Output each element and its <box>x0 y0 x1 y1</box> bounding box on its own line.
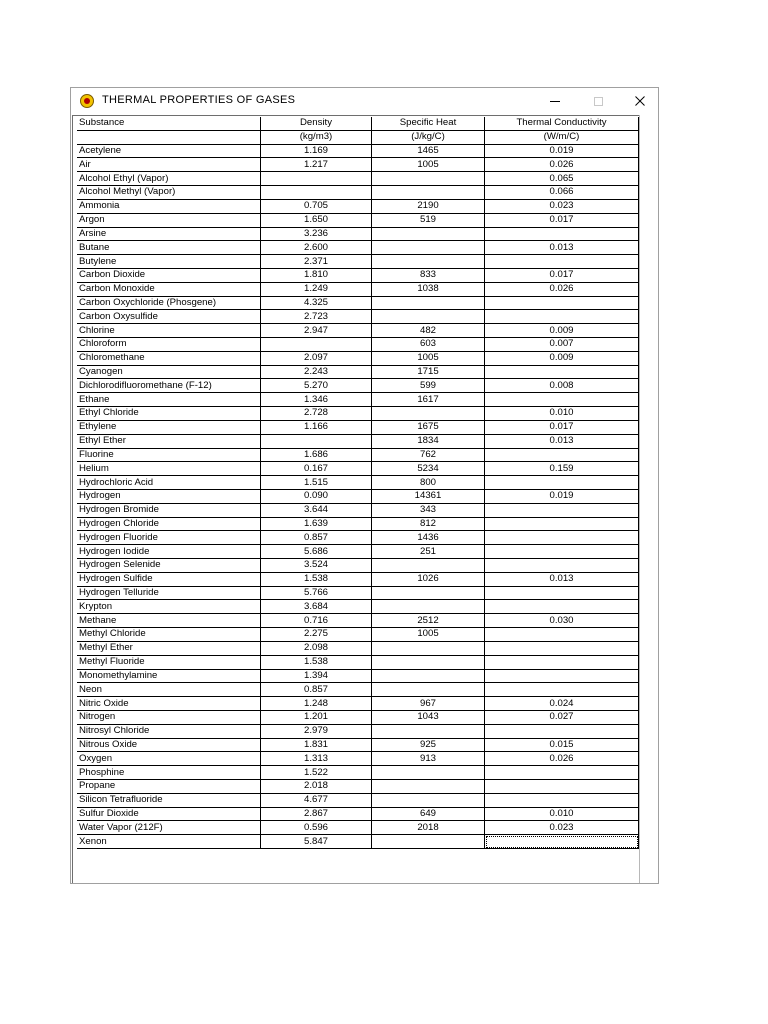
cell-density[interactable]: 0.596 <box>261 821 372 835</box>
table-row[interactable] <box>77 752 639 766</box>
cell-density[interactable]: 4.677 <box>261 793 372 807</box>
cell-specific-heat[interactable]: 913 <box>372 752 485 766</box>
cell-thermal-conductivity[interactable]: 0.027 <box>485 710 639 724</box>
cell-specific-heat[interactable]: 2512 <box>372 614 485 628</box>
cell-density[interactable]: 2.097 <box>261 351 372 365</box>
cell-thermal-conductivity[interactable] <box>485 517 639 531</box>
table-row[interactable] <box>77 282 639 296</box>
cell-thermal-conductivity[interactable] <box>485 600 639 614</box>
table-row[interactable] <box>77 766 639 780</box>
cell-thermal-conductivity[interactable] <box>485 586 639 600</box>
cell-specific-heat[interactable]: 1617 <box>372 393 485 407</box>
cell-specific-heat[interactable] <box>372 600 485 614</box>
header-specific-heat[interactable]: (J/kg/C) <box>372 130 485 144</box>
cell-substance[interactable]: Acetylene <box>77 144 261 158</box>
table-row[interactable] <box>77 614 639 628</box>
cell-substance[interactable]: Carbon Dioxide <box>77 268 261 282</box>
table-row[interactable] <box>77 227 639 241</box>
cell-density[interactable]: 1.394 <box>261 669 372 683</box>
table-row[interactable] <box>77 655 639 669</box>
cell-thermal-conductivity[interactable] <box>485 393 639 407</box>
cell-thermal-conductivity[interactable]: 0.065 <box>485 172 639 186</box>
cell-thermal-conductivity[interactable] <box>485 310 639 324</box>
cell-specific-heat[interactable] <box>372 669 485 683</box>
cell-thermal-conductivity[interactable] <box>485 655 639 669</box>
cell-specific-heat[interactable] <box>372 172 485 186</box>
title-bar[interactable] <box>71 88 658 114</box>
cell-thermal-conductivity[interactable]: 0.026 <box>485 158 639 172</box>
cell-specific-heat[interactable]: 1715 <box>372 365 485 379</box>
table-row[interactable] <box>77 503 639 517</box>
cell-substance[interactable]: Phosphine <box>77 766 261 780</box>
cell-thermal-conductivity[interactable] <box>485 531 639 545</box>
cell-specific-heat[interactable]: 2018 <box>372 821 485 835</box>
cell-substance[interactable]: Xenon <box>77 835 261 849</box>
cell-thermal-conductivity[interactable]: 0.159 <box>485 462 639 476</box>
cell-thermal-conductivity[interactable] <box>485 476 639 490</box>
table-row[interactable] <box>77 724 639 738</box>
cell-substance[interactable]: Hydrogen Fluoride <box>77 531 261 545</box>
table-row[interactable] <box>77 172 639 186</box>
cell-substance[interactable]: Sulfur Dioxide <box>77 807 261 821</box>
cell-thermal-conductivity[interactable]: 0.017 <box>485 420 639 434</box>
cell-thermal-conductivity[interactable]: 0.013 <box>485 572 639 586</box>
cell-substance[interactable]: Nitric Oxide <box>77 697 261 711</box>
table-row[interactable] <box>77 241 639 255</box>
close-button[interactable] <box>620 89 660 113</box>
cell-density[interactable]: 2.979 <box>261 724 372 738</box>
cell-thermal-conductivity[interactable]: 0.009 <box>485 351 639 365</box>
cell-density[interactable] <box>261 186 372 200</box>
table-row[interactable] <box>77 476 639 490</box>
cell-specific-heat[interactable]: 1043 <box>372 710 485 724</box>
table-row[interactable] <box>77 186 639 200</box>
cell-specific-heat[interactable]: 1436 <box>372 531 485 545</box>
cell-substance[interactable]: Oxygen <box>77 752 261 766</box>
cell-substance[interactable]: Butane <box>77 241 261 255</box>
cell-substance[interactable]: Nitrous Oxide <box>77 738 261 752</box>
cell-substance[interactable]: Nitrogen <box>77 710 261 724</box>
cell-specific-heat[interactable]: 1038 <box>372 282 485 296</box>
cell-substance[interactable]: Neon <box>77 683 261 697</box>
cell-thermal-conductivity[interactable] <box>485 503 639 517</box>
table-row[interactable] <box>77 738 639 752</box>
cell-specific-heat[interactable] <box>372 586 485 600</box>
cell-density[interactable] <box>261 434 372 448</box>
cell-substance[interactable]: Silicon Tetrafluoride <box>77 793 261 807</box>
cell-specific-heat[interactable]: 599 <box>372 379 485 393</box>
table-row[interactable] <box>77 683 639 697</box>
cell-substance[interactable]: Hydrogen Bromide <box>77 503 261 517</box>
cell-substance[interactable]: Dichlorodifluoromethane (F-12) <box>77 379 261 393</box>
maximize-icon <box>594 97 603 106</box>
cell-substance[interactable]: Methyl Ether <box>77 641 261 655</box>
scroll-area[interactable] <box>639 115 658 883</box>
cell-substance[interactable]: Ethyl Ether <box>77 434 261 448</box>
cell-density[interactable]: 0.857 <box>261 683 372 697</box>
cell-specific-heat[interactable]: 482 <box>372 324 485 338</box>
cell-density[interactable]: 0.857 <box>261 531 372 545</box>
table-row[interactable] <box>77 393 639 407</box>
cell-density[interactable]: 2.723 <box>261 310 372 324</box>
cell-density[interactable]: 1.831 <box>261 738 372 752</box>
cell-substance[interactable]: Hydrogen Iodide <box>77 545 261 559</box>
cell-density[interactable]: 2.371 <box>261 255 372 269</box>
cell-thermal-conductivity[interactable] <box>485 669 639 683</box>
minimize-button[interactable] <box>535 89 575 113</box>
cell-thermal-conductivity[interactable]: 0.023 <box>485 199 639 213</box>
app-window <box>70 87 659 884</box>
cell-specific-heat[interactable]: 1005 <box>372 351 485 365</box>
cell-specific-heat[interactable] <box>372 227 485 241</box>
cell-specific-heat[interactable] <box>372 766 485 780</box>
cell-thermal-conductivity[interactable]: 0.010 <box>485 407 639 421</box>
cell-density[interactable]: 0.090 <box>261 489 372 503</box>
cell-substance[interactable]: Ethane <box>77 393 261 407</box>
table-row[interactable] <box>77 835 639 849</box>
cell-density[interactable]: 5.686 <box>261 545 372 559</box>
app-radiation-icon[interactable] <box>80 94 94 108</box>
cell-density[interactable]: 1.538 <box>261 655 372 669</box>
table-row[interactable] <box>77 351 639 365</box>
table-row[interactable] <box>77 213 639 227</box>
cell-substance[interactable]: Ammonia <box>77 199 261 213</box>
table-row[interactable] <box>77 338 639 352</box>
cell-substance[interactable]: Butylene <box>77 255 261 269</box>
cell-substance[interactable]: Nitrosyl Chloride <box>77 724 261 738</box>
cell-density[interactable]: 2.098 <box>261 641 372 655</box>
cell-density[interactable]: 2.018 <box>261 780 372 794</box>
cell-specific-heat[interactable]: 5234 <box>372 462 485 476</box>
cell-density[interactable]: 2.600 <box>261 241 372 255</box>
cell-substance[interactable]: Chloromethane <box>77 351 261 365</box>
cell-substance[interactable]: Carbon Monoxide <box>77 282 261 296</box>
cell-thermal-conductivity[interactable]: 0.017 <box>485 268 639 282</box>
table-row[interactable] <box>77 489 639 503</box>
cell-thermal-conductivity[interactable] <box>485 835 639 849</box>
table-row[interactable] <box>77 559 639 573</box>
cell-specific-heat[interactable]: 2190 <box>372 199 485 213</box>
table-row[interactable] <box>77 545 639 559</box>
cell-thermal-conductivity[interactable] <box>485 683 639 697</box>
header-specific-heat[interactable]: Specific Heat <box>372 117 485 130</box>
cell-density[interactable]: 1.650 <box>261 213 372 227</box>
header-density[interactable]: (kg/m3) <box>261 130 372 144</box>
cell-thermal-conductivity[interactable]: 0.013 <box>485 434 639 448</box>
header-row <box>77 130 639 144</box>
cell-thermal-conductivity[interactable]: 0.008 <box>485 379 639 393</box>
cell-specific-heat[interactable]: 925 <box>372 738 485 752</box>
cell-density[interactable]: 4.325 <box>261 296 372 310</box>
table-row[interactable] <box>77 531 639 545</box>
cell-thermal-conductivity[interactable] <box>485 559 639 573</box>
cell-substance[interactable]: Alcohol Ethyl (Vapor) <box>77 172 261 186</box>
cell-specific-heat[interactable]: 14361 <box>372 489 485 503</box>
cell-specific-heat[interactable]: 1834 <box>372 434 485 448</box>
cell-thermal-conductivity[interactable]: 0.009 <box>485 324 639 338</box>
header-substance[interactable] <box>77 130 261 144</box>
cell-substance[interactable]: Methyl Chloride <box>77 628 261 642</box>
cell-density[interactable]: 3.644 <box>261 503 372 517</box>
cell-thermal-conductivity[interactable]: 0.017 <box>485 213 639 227</box>
cell-thermal-conductivity[interactable]: 0.026 <box>485 752 639 766</box>
close-icon <box>635 96 645 106</box>
table-row[interactable] <box>77 572 639 586</box>
table-row[interactable] <box>77 365 639 379</box>
cell-density[interactable]: 0.167 <box>261 462 372 476</box>
table-row[interactable] <box>77 407 639 421</box>
table-row[interactable] <box>77 199 639 213</box>
cell-thermal-conductivity[interactable] <box>485 793 639 807</box>
cell-substance[interactable]: Hydrochloric Acid <box>77 476 261 490</box>
cell-substance[interactable]: Monomethylamine <box>77 669 261 683</box>
cell-specific-heat[interactable] <box>372 407 485 421</box>
cell-density[interactable]: 3.524 <box>261 559 372 573</box>
cell-density[interactable]: 1.522 <box>261 766 372 780</box>
cell-density[interactable]: 1.810 <box>261 268 372 282</box>
cell-substance[interactable]: Hydrogen Sulfide <box>77 572 261 586</box>
table-viewport[interactable] <box>72 115 639 883</box>
cell-specific-heat[interactable]: 649 <box>372 807 485 821</box>
cell-specific-heat[interactable] <box>372 255 485 269</box>
cell-specific-heat[interactable]: 1675 <box>372 420 485 434</box>
cell-thermal-conductivity[interactable] <box>485 628 639 642</box>
cell-thermal-conductivity[interactable] <box>485 545 639 559</box>
cell-substance[interactable]: Alcohol Methyl (Vapor) <box>77 186 261 200</box>
cell-substance[interactable]: Arsine <box>77 227 261 241</box>
cell-specific-heat[interactable] <box>372 296 485 310</box>
cell-substance[interactable]: Fluorine <box>77 448 261 462</box>
cell-substance[interactable]: Hydrogen <box>77 489 261 503</box>
cell-substance[interactable]: Cyanogen <box>77 365 261 379</box>
header-thermal-conductivity[interactable]: Thermal Conductivity <box>485 117 639 130</box>
cell-thermal-conductivity[interactable]: 0.007 <box>485 338 639 352</box>
cell-density[interactable]: 2.275 <box>261 628 372 642</box>
cell-density[interactable]: 1.515 <box>261 476 372 490</box>
cell-substance[interactable]: Methyl Fluoride <box>77 655 261 669</box>
cell-specific-heat[interactable]: 519 <box>372 213 485 227</box>
cell-thermal-conductivity[interactable]: 0.015 <box>485 738 639 752</box>
minimize-icon <box>550 101 560 102</box>
cell-specific-heat[interactable]: 762 <box>372 448 485 462</box>
cell-density[interactable]: 2.867 <box>261 807 372 821</box>
cell-specific-heat[interactable]: 1026 <box>372 572 485 586</box>
cell-thermal-conductivity[interactable] <box>485 255 639 269</box>
cell-density[interactable]: 5.847 <box>261 835 372 849</box>
table-row[interactable] <box>77 821 639 835</box>
table-row[interactable] <box>77 807 639 821</box>
table-row[interactable] <box>77 420 639 434</box>
table-row[interactable] <box>77 158 639 172</box>
table-row[interactable] <box>77 586 639 600</box>
cell-density[interactable] <box>261 338 372 352</box>
table-row[interactable] <box>77 600 639 614</box>
maximize-button[interactable] <box>578 89 618 113</box>
table-row[interactable] <box>77 641 639 655</box>
cell-specific-heat[interactable]: 812 <box>372 517 485 531</box>
cell-density[interactable]: 1.346 <box>261 393 372 407</box>
table-row[interactable] <box>77 255 639 269</box>
table-row[interactable] <box>77 434 639 448</box>
table-row[interactable] <box>77 310 639 324</box>
cell-specific-heat[interactable]: 251 <box>372 545 485 559</box>
window-title: THERMAL PROPERTIES OF GASES <box>102 94 296 106</box>
table-row[interactable] <box>77 144 639 158</box>
cell-thermal-conductivity[interactable]: 0.030 <box>485 614 639 628</box>
table-row[interactable] <box>77 448 639 462</box>
cell-substance[interactable]: Propane <box>77 780 261 794</box>
cell-substance[interactable]: Chlorine <box>77 324 261 338</box>
gas-properties-table <box>77 117 639 849</box>
cell-substance[interactable]: Hydrogen Chloride <box>77 517 261 531</box>
cell-specific-heat[interactable] <box>372 835 485 849</box>
table-row[interactable] <box>77 296 639 310</box>
cell-specific-heat[interactable] <box>372 655 485 669</box>
cell-thermal-conductivity[interactable] <box>485 724 639 738</box>
cell-specific-heat[interactable]: 800 <box>372 476 485 490</box>
cell-substance[interactable]: Methane <box>77 614 261 628</box>
cell-specific-heat[interactable] <box>372 310 485 324</box>
table-row[interactable] <box>77 697 639 711</box>
cell-specific-heat[interactable]: 967 <box>372 697 485 711</box>
table-row[interactable] <box>77 462 639 476</box>
cell-specific-heat[interactable]: 1005 <box>372 158 485 172</box>
cell-specific-heat[interactable] <box>372 780 485 794</box>
cell-density[interactable]: 0.716 <box>261 614 372 628</box>
cell-substance[interactable]: Ethyl Chloride <box>77 407 261 421</box>
cell-density[interactable]: 1.248 <box>261 697 372 711</box>
cell-specific-heat[interactable] <box>372 241 485 255</box>
cell-density[interactable]: 1.217 <box>261 158 372 172</box>
cell-specific-heat[interactable] <box>372 186 485 200</box>
header-substance[interactable]: Substance <box>77 117 261 130</box>
cell-specific-heat[interactable] <box>372 559 485 573</box>
cell-specific-heat[interactable]: 603 <box>372 338 485 352</box>
cell-substance[interactable]: Water Vapor (212F) <box>77 821 261 835</box>
cell-thermal-conductivity[interactable] <box>485 780 639 794</box>
cell-thermal-conductivity[interactable]: 0.026 <box>485 282 639 296</box>
cell-density[interactable]: 2.947 <box>261 324 372 338</box>
cell-substance[interactable]: Helium <box>77 462 261 476</box>
cell-substance[interactable]: Hydrogen Telluride <box>77 586 261 600</box>
cell-substance[interactable]: Carbon Oxychloride (Phosgene) <box>77 296 261 310</box>
cell-thermal-conductivity[interactable]: 0.024 <box>485 697 639 711</box>
cell-density[interactable]: 1.249 <box>261 282 372 296</box>
cell-specific-heat[interactable]: 1005 <box>372 628 485 642</box>
cell-substance[interactable]: Ethylene <box>77 420 261 434</box>
cell-specific-heat[interactable] <box>372 683 485 697</box>
cell-substance[interactable]: Chloroform <box>77 338 261 352</box>
header-row <box>77 117 639 130</box>
cell-substance[interactable]: Krypton <box>77 600 261 614</box>
cell-thermal-conductivity[interactable]: 0.019 <box>485 489 639 503</box>
cell-density[interactable]: 2.728 <box>261 407 372 421</box>
table-row[interactable] <box>77 517 639 531</box>
header-thermal-conductivity[interactable]: (W/m/C) <box>485 130 639 144</box>
cell-thermal-conductivity[interactable]: 0.010 <box>485 807 639 821</box>
cell-specific-heat[interactable]: 1465 <box>372 144 485 158</box>
table-row[interactable] <box>77 780 639 794</box>
cell-specific-heat[interactable] <box>372 724 485 738</box>
table-row[interactable] <box>77 710 639 724</box>
cell-substance[interactable]: Argon <box>77 213 261 227</box>
table-row[interactable] <box>77 793 639 807</box>
cell-thermal-conductivity[interactable]: 0.023 <box>485 821 639 835</box>
cell-thermal-conductivity[interactable] <box>485 641 639 655</box>
cell-thermal-conductivity[interactable]: 0.013 <box>485 241 639 255</box>
cell-specific-heat[interactable]: 833 <box>372 268 485 282</box>
cell-density[interactable]: 3.236 <box>261 227 372 241</box>
cell-density[interactable]: 3.684 <box>261 600 372 614</box>
cell-density[interactable]: 1.169 <box>261 144 372 158</box>
cell-thermal-conductivity[interactable] <box>485 766 639 780</box>
cell-density[interactable]: 0.705 <box>261 199 372 213</box>
cell-density[interactable]: 1.166 <box>261 420 372 434</box>
cell-substance[interactable]: Carbon Oxysulfide <box>77 310 261 324</box>
cell-specific-heat[interactable] <box>372 793 485 807</box>
cell-specific-heat[interactable] <box>372 641 485 655</box>
cell-specific-heat[interactable]: 343 <box>372 503 485 517</box>
header-density[interactable]: Density <box>261 117 372 130</box>
cell-thermal-conductivity[interactable] <box>485 448 639 462</box>
cell-density[interactable]: 1.686 <box>261 448 372 462</box>
cell-density[interactable]: 1.538 <box>261 572 372 586</box>
cell-thermal-conductivity[interactable] <box>485 365 639 379</box>
cell-thermal-conductivity[interactable]: 0.019 <box>485 144 639 158</box>
cell-density[interactable] <box>261 172 372 186</box>
cell-substance[interactable]: Air <box>77 158 261 172</box>
cell-density[interactable]: 1.201 <box>261 710 372 724</box>
cell-thermal-conductivity[interactable] <box>485 227 639 241</box>
table-row[interactable] <box>77 669 639 683</box>
cell-density[interactable]: 5.270 <box>261 379 372 393</box>
table-row[interactable] <box>77 324 639 338</box>
cell-density[interactable]: 5.766 <box>261 586 372 600</box>
table-row[interactable] <box>77 268 639 282</box>
cell-density[interactable]: 1.639 <box>261 517 372 531</box>
cell-thermal-conductivity[interactable] <box>485 296 639 310</box>
cell-density[interactable]: 2.243 <box>261 365 372 379</box>
cell-thermal-conductivity[interactable]: 0.066 <box>485 186 639 200</box>
cell-density[interactable]: 1.313 <box>261 752 372 766</box>
table-row[interactable] <box>77 379 639 393</box>
cell-substance[interactable]: Hydrogen Selenide <box>77 559 261 573</box>
table-row[interactable] <box>77 628 639 642</box>
